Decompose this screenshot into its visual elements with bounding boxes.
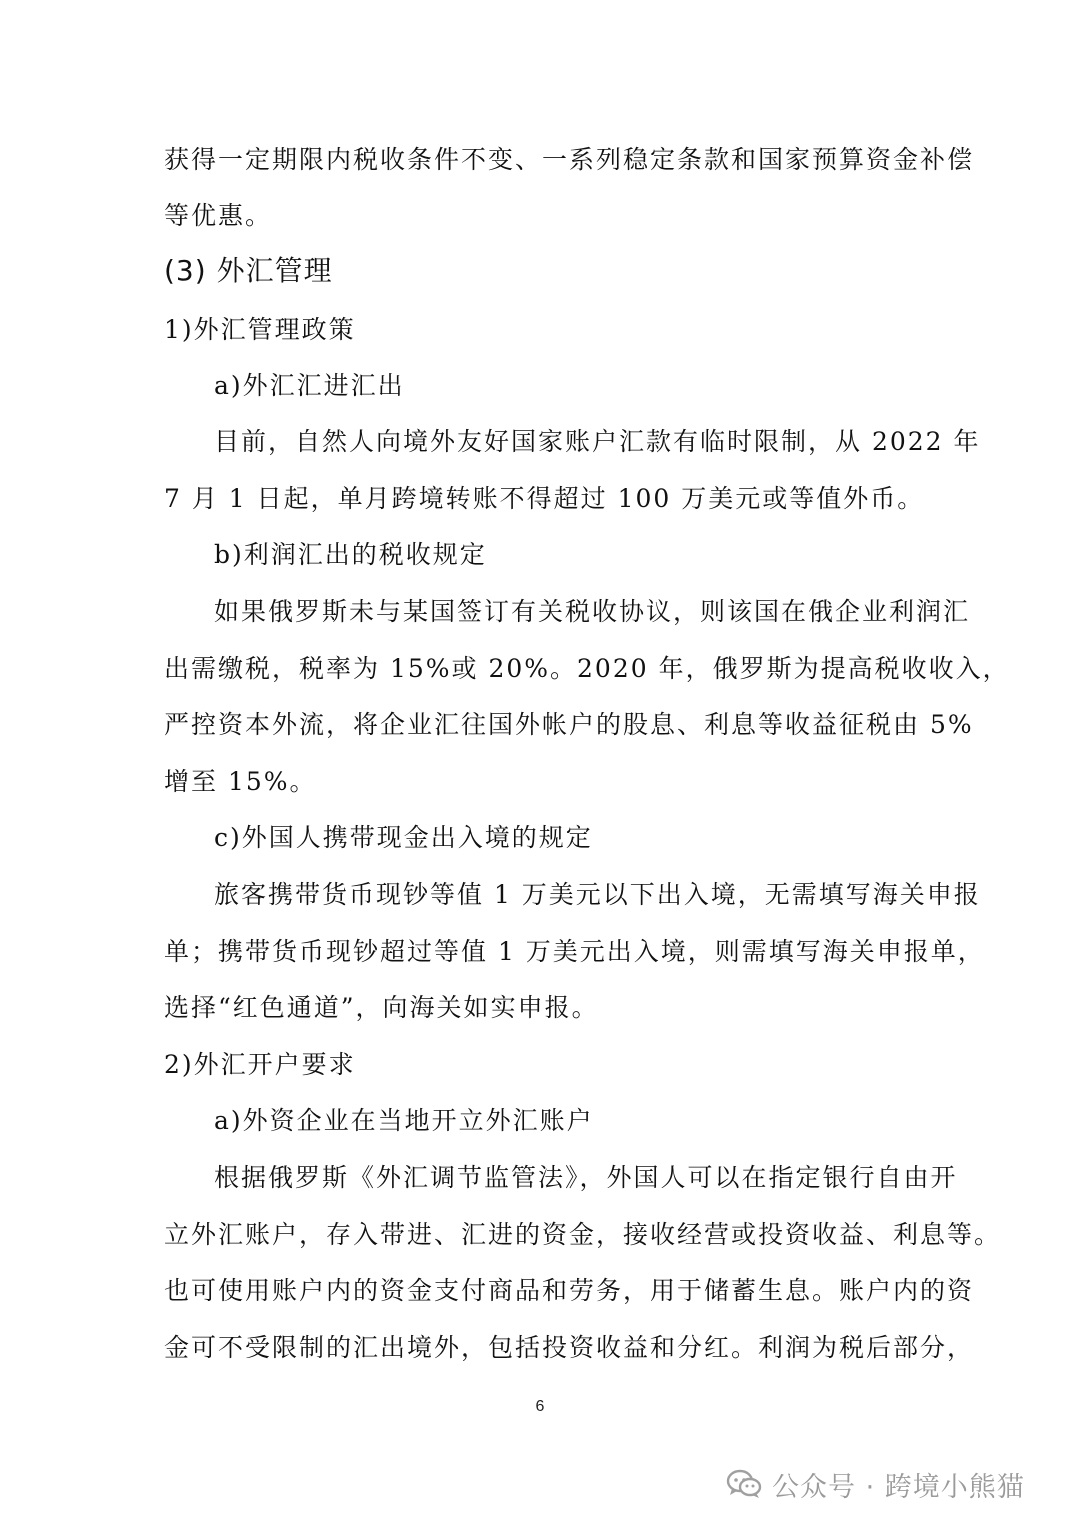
paragraph-line: 目前，自然人向境外友好国家账户汇款有临时限制，从 2022 年 xyxy=(214,427,981,456)
paragraph-line: 旅客携带货币现钞等值 1 万美元以下出入境，无需填写海关申报 xyxy=(214,880,981,909)
paragraph-line: 严控资本外流，将企业汇往国外帐户的股息、利息等收益征税由 5% xyxy=(164,710,974,739)
sub-item-heading: a)外资企业在当地开立外汇账户 xyxy=(214,1106,594,1135)
paragraph-line: 立外汇账户，存入带进、汇进的资金，接收经营或投资收益、利息等。 xyxy=(164,1220,1002,1249)
sub-item-heading: b)利润汇出的税收规定 xyxy=(214,540,487,569)
subsection-heading: 1)外汇管理政策 xyxy=(164,315,356,344)
paragraph-line: 如果俄罗斯未与某国签订有关税收协议，则该国在俄企业利润汇 xyxy=(214,597,971,626)
watermark-text: 公众号 · 跨境小熊猫 xyxy=(772,1471,1025,1503)
paragraph-line: 单；携带货币现钞超过等值 1 万美元出入境，则需填写海关申报单， xyxy=(164,937,985,966)
sub-item-heading: a)外汇汇进汇出 xyxy=(214,371,405,400)
sub-item-heading: c)外国人携带现金出入境的规定 xyxy=(214,823,593,852)
paragraph-line: 金可不受限制的汇出境外，包括投资收益和分红。利润为税后部分， xyxy=(164,1333,975,1362)
wechat-icon xyxy=(726,1468,762,1500)
paragraph-line: 选择“红色通道”，向海关如实申报。 xyxy=(164,993,599,1022)
paragraph-line: 出需缴税，税率为 15%或 20%。2020 年，俄罗斯为提高税收收入， xyxy=(164,654,1010,683)
paragraph-line: 获得一定期限内税收条件不变、一系列稳定条款和国家预算资金补偿 xyxy=(164,145,975,174)
section-heading: (3) 外汇管理 xyxy=(164,254,333,287)
paragraph-line: 也可使用账户内的资金支付商品和劳务，用于储蓄生息。账户内的资 xyxy=(164,1276,975,1305)
subsection-heading: 2)外汇开户要求 xyxy=(164,1050,356,1079)
paragraph-line: 等优惠。 xyxy=(164,201,273,230)
paragraph-line: 7 月 1 日起，单月跨境转账不得超过 100 万美元或等值外币。 xyxy=(164,484,925,513)
watermark xyxy=(726,1458,1025,1510)
page-number: 6 xyxy=(535,1398,545,1415)
paragraph-line: 增至 15%。 xyxy=(164,767,317,796)
paragraph-line: 根据俄罗斯《外汇调节监管法》，外国人可以在指定银行自由开 xyxy=(214,1163,958,1192)
